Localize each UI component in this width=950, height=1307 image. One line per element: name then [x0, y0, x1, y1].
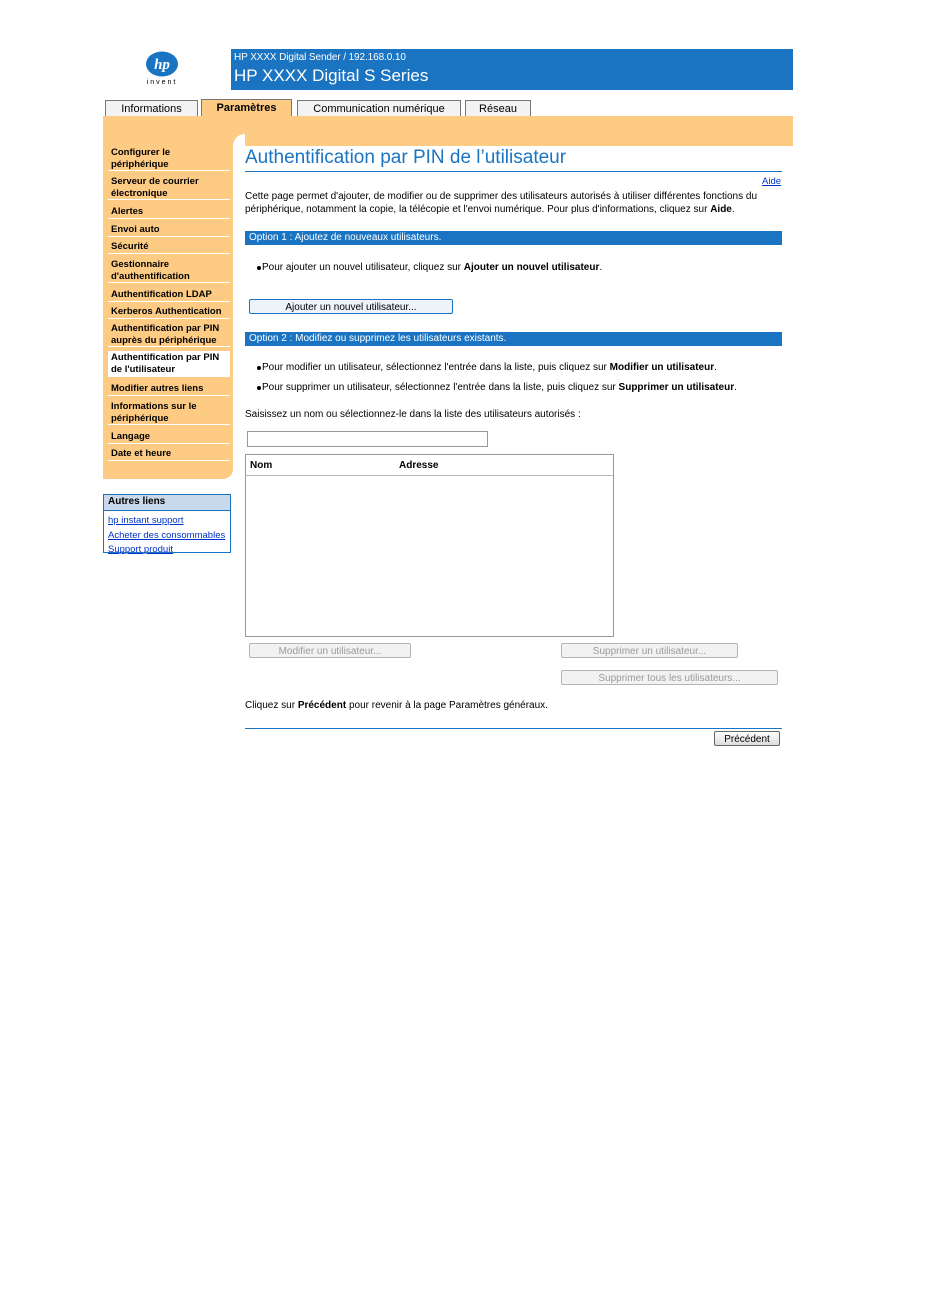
option1-bullet: Pour ajouter un nouvel utilisateur, cliquez sur Ajouter un nouvel utilisateur.	[262, 262, 603, 273]
tab-parametres[interactable]: Paramètres	[201, 99, 292, 117]
sidebar-item-securite[interactable]: Sécurité	[108, 240, 230, 254]
page-title: Authentification par PIN de l’utilisateur	[245, 147, 567, 168]
device-title: HP XXXX Digital S Series	[234, 66, 429, 85]
option2-bullet-delete: Pour supprimer un utilisateur, sélectionnez l'entrée dans la liste, puis cliquez sur Supprimer un utilisateur.	[262, 382, 737, 393]
sidebar-item-date-heure[interactable]: Date et heure	[108, 447, 230, 461]
delete-user-button[interactable]: Supprimer un utilisateur...	[561, 643, 738, 658]
logo-tagline: invent	[146, 79, 178, 86]
device-header	[231, 49, 793, 90]
device-subtitle: HP XXXX Digital Sender / 192.168.0.10	[234, 52, 406, 63]
link-acheter-consommables[interactable]: Acheter des consommables	[108, 529, 226, 541]
back-button[interactable]: Précédent	[714, 731, 780, 746]
delete-all-users-button[interactable]: Supprimer tous les utilisateurs...	[561, 670, 778, 685]
tab-strip	[103, 116, 793, 134]
sidebar-item-autres-liens[interactable]: Modifier autres liens	[108, 382, 230, 396]
sidebar-item-pin-peripherique[interactable]: Authentification par PIN auprès du périphérique	[108, 322, 230, 347]
sidebar-item-kerberos[interactable]: Kerberos Authentication	[108, 305, 230, 319]
other-links-title: Autres liens	[104, 495, 230, 511]
sidebar-item-alertes[interactable]: Alertes	[108, 205, 230, 219]
tab-communication-numerique[interactable]: Communication numérique	[297, 100, 461, 116]
add-user-button[interactable]: Ajouter un nouvel utilisateur...	[249, 299, 453, 314]
sidebar-item-informations-peripherique[interactable]: Informations sur le périphérique	[108, 400, 230, 425]
other-links-box	[103, 494, 231, 553]
tab-informations[interactable]: Informations	[105, 100, 198, 116]
sidebar-item-serveur-courrier[interactable]: Serveur de courrier électronique	[108, 175, 230, 200]
option2-header: Option 2 : Modifiez ou supprimez les utilisateurs existants.	[245, 332, 782, 346]
footer-text: Cliquez sur Précédent pour revenir à la page Paramètres généraux.	[245, 700, 548, 711]
sidebar-item-ldap[interactable]: Authentification LDAP	[108, 288, 230, 302]
sidebar-item-gestionnaire-auth[interactable]: Gestionnaire d'authentification	[108, 258, 230, 283]
column-header-nom: Nom	[250, 460, 273, 471]
modify-user-button[interactable]: Modifier un utilisateur...	[249, 643, 411, 658]
link-hp-instant-support[interactable]: hp instant support	[108, 515, 184, 526]
column-header-adresse: Adresse	[399, 460, 439, 471]
user-search-input[interactable]	[247, 431, 488, 447]
user-list-header	[246, 455, 613, 476]
intro-text: Cette page permet d'ajouter, de modifier ou de supprimer des utilisateurs autorisés à utiliser différentes fonctions du périphérique, notamment la copie, la télécopie et l'envoi numérique. Pour plus d'informations, cliquez sur Aide.	[245, 191, 758, 215]
help-link[interactable]: Aide	[762, 176, 782, 187]
footer-divider	[245, 728, 782, 729]
hp-logo	[140, 50, 184, 88]
content-frame-top	[233, 134, 793, 146]
svg-text:hp: hp	[154, 57, 170, 73]
sidebar-item-pin-utilisateur[interactable]: Authentification par PIN de l'utilisateur	[108, 351, 230, 378]
sidebar-item-langage[interactable]: Langage	[108, 430, 230, 444]
option1-header: Option 1 : Ajoutez de nouveaux utilisateurs.	[245, 231, 782, 245]
link-support-produit[interactable]: Support produit	[108, 544, 173, 555]
sidebar-item-configurer[interactable]: Configurer le périphérique	[108, 146, 230, 171]
title-divider	[245, 171, 782, 172]
search-label: Saisissez un nom ou sélectionnez-le dans la liste des utilisateurs autorisés :	[245, 409, 581, 420]
tab-reseau[interactable]: Réseau	[465, 100, 531, 116]
option2-bullet-modify: Pour modifier un utilisateur, sélectionnez l'entrée dans la liste, puis cliquez sur Modifier un utilisateur.	[262, 362, 717, 373]
user-list[interactable]	[245, 454, 614, 637]
sidebar-item-envoi-auto[interactable]: Envoi auto	[108, 223, 230, 237]
